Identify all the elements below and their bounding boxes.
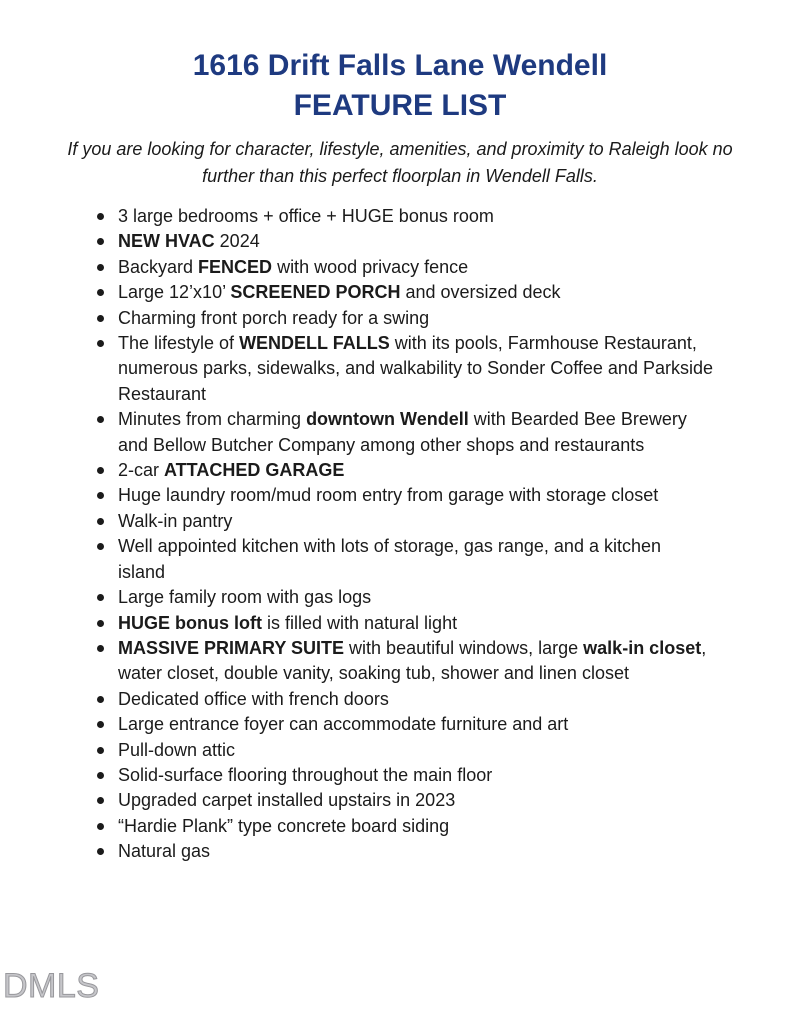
bullet-icon <box>96 509 118 534</box>
list-item-text: The lifestyle of WENDELL FALLS with its pools, Farmhouse Restaurant, numerous parks, sidewalks, and walkability to Sonder Coffee and Parkside Restaurant <box>118 333 713 404</box>
list-item-text: Dedicated office with french doors <box>118 688 389 709</box>
bullet-icon <box>96 712 118 737</box>
bullet-icon <box>96 763 118 788</box>
list-item-text: Well appointed kitchen with lots of storage, gas range, and a kitchen island <box>118 536 661 582</box>
bullet-icon <box>96 407 118 458</box>
intro-text: If you are looking for character, lifestyle, amenities, and proximity to Raleigh look no further than this perfect floorplan in Wendell Falls. <box>67 139 733 186</box>
list-item <box>96 636 800 687</box>
feature-list <box>0 204 800 865</box>
bullet-icon <box>96 687 118 712</box>
bullet-icon <box>96 255 118 280</box>
bullet-icon <box>96 280 118 305</box>
bullet-icon <box>96 229 118 254</box>
bullet-icon <box>96 636 118 687</box>
list-item-text: Backyard FENCED with wood privacy fence <box>118 256 469 277</box>
bullet-icon <box>96 458 118 483</box>
title-address: 1616 Drift Falls Lane Wendell <box>192 49 608 82</box>
bullet-icon <box>96 585 118 610</box>
bullet-icon <box>96 788 118 813</box>
list-item <box>96 407 800 458</box>
list-item <box>96 585 800 610</box>
list-item-text: Upgraded carpet installed upstairs in 2023 <box>118 790 456 811</box>
bullet-icon <box>96 483 118 508</box>
list-item <box>96 509 800 534</box>
list-item <box>96 255 800 280</box>
list-item-text: “Hardie Plank” type concrete board siding <box>118 815 450 836</box>
list-item-text: Large 12’x10’ SCREENED PORCH and oversized deck <box>118 282 561 303</box>
list-item-text: Pull-down attic <box>118 739 236 760</box>
list-item-text: Huge laundry room/mud room entry from garage with storage closet <box>118 485 659 506</box>
bullet-icon <box>96 839 118 864</box>
list-item <box>96 280 800 305</box>
list-item-text: Charming front porch ready for a swing <box>118 307 430 328</box>
list-item <box>96 611 800 636</box>
list-item-text: MASSIVE PRIMARY SUITE with beautiful windows, large walk-in closet, water closet, double vanity, soaking tub, shower and linen closet <box>118 637 707 684</box>
list-item-text: HUGE bonus loft is filled with natural light <box>118 612 458 633</box>
title-subtitle: FEATURE LIST <box>293 89 507 122</box>
list-item-text: Solid-surface flooring throughout the main floor <box>118 764 493 785</box>
list-item <box>96 458 800 483</box>
page-title <box>40 46 760 126</box>
list-item <box>96 763 800 788</box>
list-item <box>96 814 800 839</box>
list-item-text: NEW HVAC 2024 <box>118 231 260 252</box>
list-item-text: Minutes from charming downtown Wendell with Bearded Bee Brewery and Bellow Butcher Company among other shops and restaurants <box>118 409 687 455</box>
bullet-icon <box>96 738 118 763</box>
bullet-icon <box>96 814 118 839</box>
list-item-text: Large entrance foyer can accommodate furniture and art <box>118 714 569 735</box>
bullet-icon <box>96 534 118 585</box>
list-item-text: Natural gas <box>118 841 211 862</box>
bullet-icon <box>96 331 118 407</box>
list-item-text: Walk-in pantry <box>118 510 233 531</box>
list-item-text: 2-car ATTACHED GARAGE <box>118 460 345 481</box>
list-item <box>96 534 800 585</box>
list-item-text: 3 large bedrooms + office + HUGE bonus room <box>118 206 494 226</box>
list-item <box>96 712 800 737</box>
list-item-text: Large family room with gas logs <box>118 587 372 608</box>
list-item <box>96 229 800 254</box>
dmls-watermark: DMLS <box>3 967 100 1005</box>
list-item <box>96 738 800 763</box>
list-item <box>96 331 800 407</box>
bullet-icon <box>96 306 118 331</box>
list-item <box>96 306 800 331</box>
list-item <box>96 839 800 864</box>
list-item <box>96 483 800 508</box>
bullet-icon <box>96 611 118 636</box>
bullet-icon <box>96 204 118 229</box>
list-item <box>96 204 800 229</box>
list-item <box>96 687 800 712</box>
list-item <box>96 788 800 813</box>
